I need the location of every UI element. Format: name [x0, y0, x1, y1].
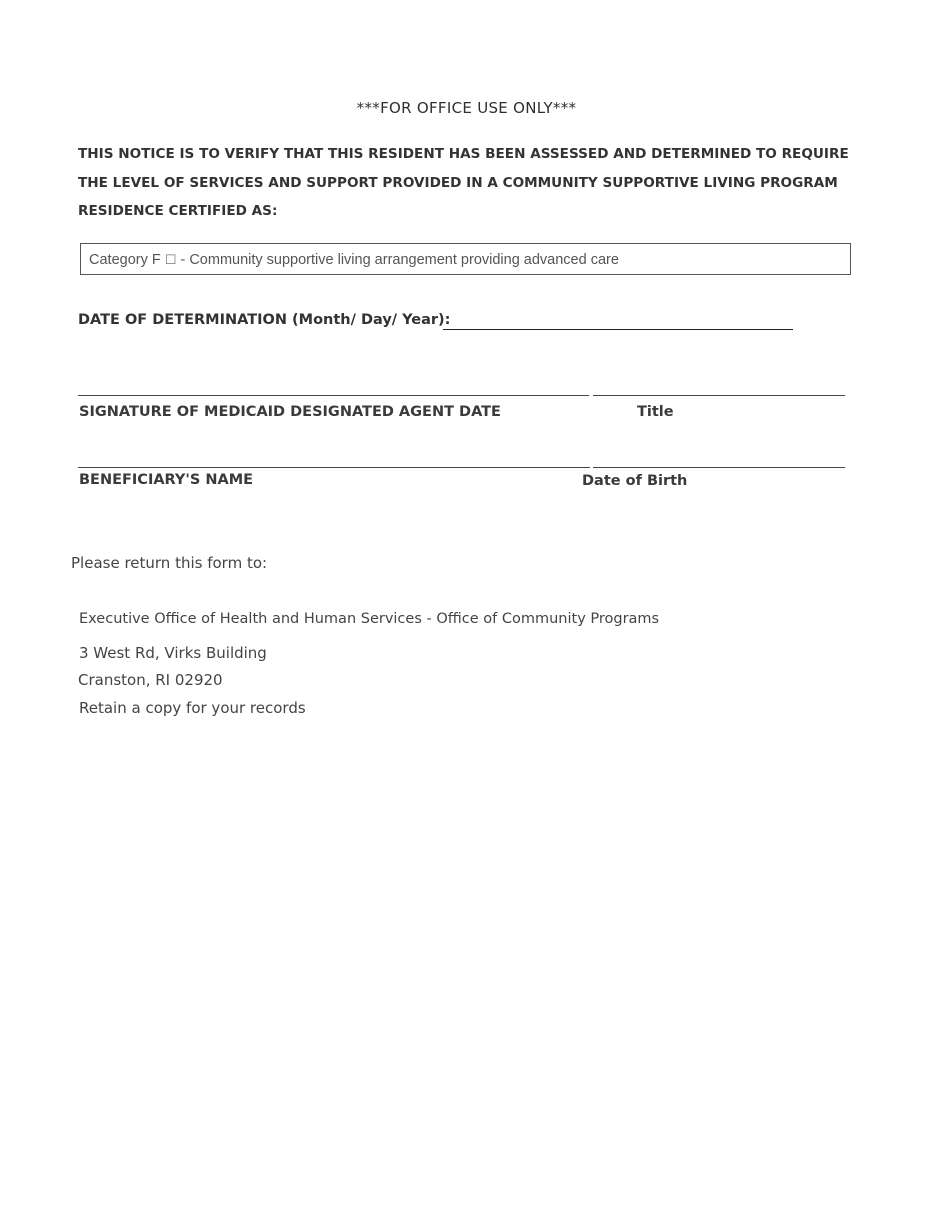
notice-statement: THIS NOTICE IS TO VERIFY THAT THIS RESIDENT HAS BEEN ASSESSED AND DETERMINED TO REQUIRE THE LEVEL OF SERVICES AND SUPPORT PROVIDED IN A COMMUNITY SUPPORTIVE LIVING PROGRAM RESIDENCE CERTIFIED AS: — [78, 146, 849, 219]
beneficiary-name-label: BENEFICIARY'S NAME — [79, 472, 254, 488]
date-of-birth-label: Date of Birth — [582, 473, 688, 489]
category-separator: - — [180, 252, 186, 268]
signature-label: SIGNATURE OF MEDICAID DESIGNATED AGENT DATE — [79, 404, 501, 420]
title-label: Title — [637, 404, 674, 420]
date-of-birth-line[interactable] — [593, 467, 845, 468]
category-box — [80, 243, 851, 275]
return-organization: Executive Office of Health and Human Services - Office of Community Programs — [79, 611, 660, 627]
address-line-1: 3 West Rd, Virks Building — [79, 644, 267, 662]
beneficiary-name-line[interactable] — [78, 467, 590, 468]
title-line[interactable] — [593, 395, 845, 396]
return-intro: Please return this form to: — [71, 554, 268, 572]
category-f-checkbox[interactable]: ☐ — [164, 253, 177, 268]
signature-line[interactable] — [78, 395, 589, 396]
category-description: Community supportive living arrangement providing advanced care — [189, 252, 619, 268]
office-use-heading: ***FOR OFFICE USE ONLY*** — [356, 99, 577, 117]
category-prefix: Category F — [89, 252, 161, 268]
determination-date-field[interactable] — [443, 329, 793, 330]
retain-note: Retain a copy for your records — [79, 699, 306, 717]
determination-date-label: DATE OF DETERMINATION (Month/ Day/ Year): — [78, 312, 451, 328]
address-line-2: Cranston, RI 02920 — [78, 671, 223, 689]
